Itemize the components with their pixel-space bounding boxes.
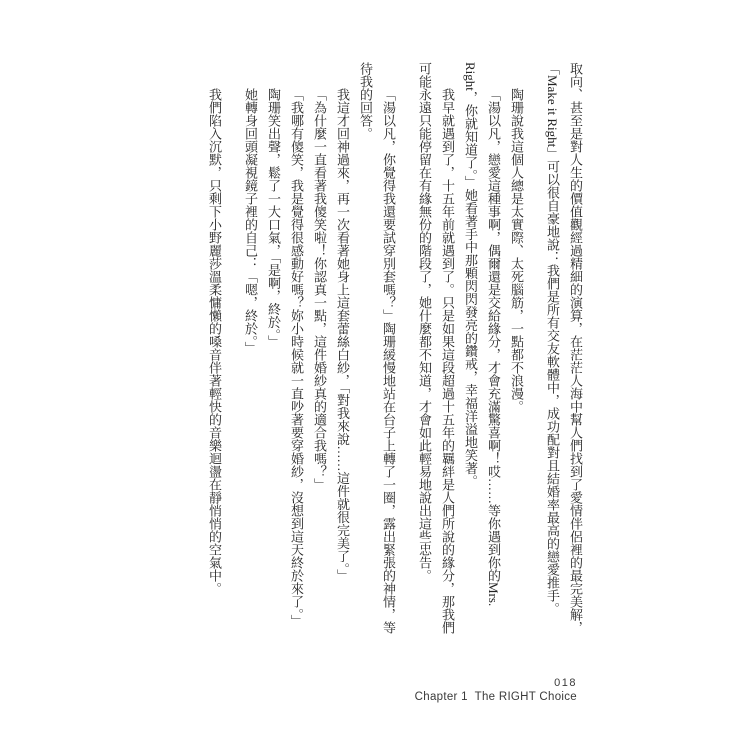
paragraph: 她轉身回頭凝視鏡子裡的自己：「嗯，終於。」 xyxy=(243,88,258,355)
page-number: 018 xyxy=(554,677,577,689)
paragraph: 取向、甚至是對人生的價值觀經過精細的演算，在茫茫人海中幫人們找到了愛情伴侶裡的最完美解，「Make it Right」可以很自豪地說：我們是所有交友軟體中，成功配對且結婚率最高的戀愛推手。 xyxy=(545,62,583,634)
page-footer xyxy=(415,676,577,704)
paragraph: 陶珊說我這個人總是太實際、太死腦筋，一點都不浪漫。 xyxy=(509,88,524,413)
chapter-label: Chapter 1 The RIGHT Choice xyxy=(414,691,577,703)
paragraph: 「湯以凡，戀愛這種事啊，偶爾還是交給緣分，才會充滿驚喜啊！哎……等你遇到你的Mrs. Right，你就知道了。」她看著手中那顆閃閃發亮的鑽戒，幸福洋溢地笑著。 xyxy=(463,62,501,607)
paragraph: 「為什麼一直看著我傻笑啦！你認真一點，這件婚紗真的適合我嗎？」 xyxy=(312,88,327,491)
paragraph: 「我哪有傻笑，我是覺得很感動好嗎？妳小時候就一直吵著要穿婚紗，沒想到這天終於來了。」 xyxy=(289,88,304,628)
paragraph: 「湯以凡，你覺得我還要試穿別套嗎？」陶珊緩慢地站在台子上轉了一圈，露出緊張的神情，等待我的回答。 xyxy=(358,62,396,634)
paragraph: 我這才回神過來，再一次看著她身上這套蕾絲白紗，「對我來說……這件就很完美了。」 xyxy=(335,88,350,582)
paragraph: 我早就遇到了，十五年前就遇到了。只是如果這段超過十五年的羈絆是人們所說的緣分，那我們可能永遠只能停留在有緣無份的階段了，她什麼都不知道，才會如此輕易地說出這些忠告。 xyxy=(417,62,455,634)
paragraph: 陶珊笑出聲，鬆了一大口氣，「是啊，終於。」 xyxy=(266,88,281,348)
vertical-text-block xyxy=(203,62,587,640)
paragraph: 我們陷入沉默，只剩下小野麗莎溫柔慵懶的嗓音伴著輕快的音樂迴盪在靜悄悄的空氣中。 xyxy=(207,88,222,595)
